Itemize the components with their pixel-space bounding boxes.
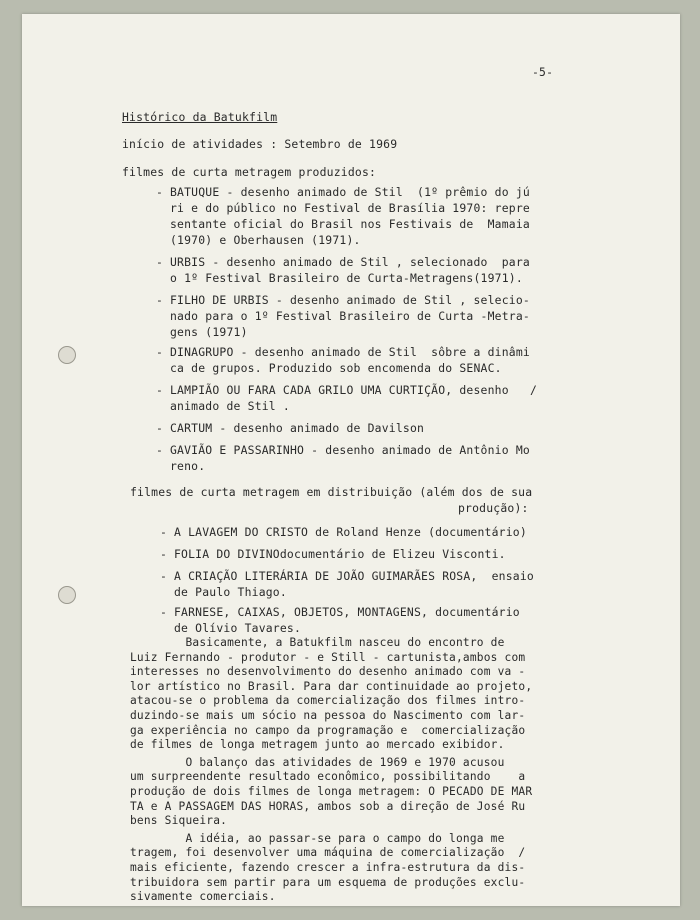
film-lampiao-line: animado de Stil .	[170, 399, 290, 413]
paragraph-line: A idéia, ao passar-se para o campo do longa me	[130, 831, 505, 845]
film-urbis-line: o 1º Festival Brasileiro de Curta-Metragens(1971).	[170, 271, 523, 285]
film-filho-de-urbis-line: gens (1971)	[170, 325, 248, 339]
paragraph-line: lor artístico no Brasil. Para dar continuidade ao projeto,	[130, 679, 533, 693]
film-lampiao-line: LAMPIÃO OU FARA CADA GRILO UMA CURTIÇÃO, desenho /	[170, 383, 538, 397]
bullet-dash: -	[160, 605, 167, 619]
document-page	[22, 14, 680, 906]
paragraph-line: Luiz Fernando - produtor - e Still - cartunista,ambos com	[130, 650, 526, 664]
paragraph-line: O balanço das atividades de 1969 e 1970 acusou	[130, 755, 505, 769]
paragraph-line: sivamente comerciais.	[130, 890, 276, 904]
bullet-dash: -	[156, 421, 163, 435]
distribution-heading-cont: produção):	[458, 501, 529, 515]
dist-criacao-line: de Paulo Thiago.	[174, 585, 287, 599]
paragraph-line: produção de dois filmes de longa metragem: O PECADO DE MAR	[130, 785, 533, 798]
paragraph-line: atacou-se o problema da comercialização dos filmes intro-	[130, 694, 526, 708]
film-filho-de-urbis-line: nado para o 1º Festival Brasileiro de Curta -Metra-	[170, 309, 530, 323]
dist-farnese-line: de Olívio Tavares.	[174, 621, 302, 635]
paragraph-line: um surpreendente resultado econômico, possibilitando a	[130, 770, 526, 784]
film-dinagrupo-line: DINAGRUPO - desenho animado de Stil sôbre a dinâmi	[170, 345, 530, 359]
dist-farnese-line: FARNESE, CAIXAS, OBJETOS, MONTAGENS, documentário	[174, 605, 520, 619]
bullet-dash: -	[160, 525, 167, 539]
paragraph-line: tribuidora sem partir para um esquema de produções exclu-	[130, 875, 526, 889]
bullet-dash: -	[156, 185, 163, 199]
punch-hole	[58, 346, 76, 364]
page-number: -5-	[532, 65, 554, 79]
film-batuque-line: sentante oficial do Brasil nos Festivais de Mamaia	[170, 217, 530, 231]
paragraph-line: mais eficiente, fazendo crescer a infra-estrutura da dis-	[130, 861, 526, 874]
film-filho-de-urbis-line: FILHO DE URBIS - desenho animado de Stil , selecio-	[170, 293, 530, 307]
bullet-dash: -	[160, 547, 167, 561]
bullet-dash: -	[160, 569, 167, 583]
produced-heading: filmes de curta metragem produzidos:	[122, 165, 377, 179]
film-cartum-line: CARTUM - desenho animado de Davilson	[170, 421, 425, 435]
paragraph-line: ga experiência no campo da programação e comercialização	[130, 723, 526, 737]
bullet-dash: -	[156, 383, 163, 397]
bullet-dash: -	[156, 255, 163, 269]
paragraph-line: TA e A PASSAGEM DAS HORAS, ambos sob a direção de José Ru	[130, 799, 526, 813]
page-title: Histórico da Batukfilm	[122, 110, 278, 124]
paragraph-line: duzindo-se mais um sócio na pessoa do Nascimento com lar-	[130, 709, 526, 722]
paragraph-line: de filmes de longa metragem junto ao mercado exibidor.	[130, 738, 505, 752]
distribution-heading: filmes de curta metragem em distribuição (além dos de sua	[130, 485, 533, 499]
bullet-dash: -	[156, 443, 163, 457]
paragraph-line: interesses no desenvolvimento do desenho animado com va -	[130, 665, 526, 679]
bullet-dash: -	[156, 345, 163, 359]
dist-folia-line: FOLIA DO DIVINOdocumentário de Elizeu Visconti.	[174, 547, 506, 561]
start-date-line: início de atividades : Setembro de 1969	[122, 137, 398, 151]
film-dinagrupo-line: ca de grupos. Produzido sob encomenda do SENAC.	[170, 361, 502, 375]
film-batuque-line: (1970) e Oberhausen (1971).	[170, 233, 361, 247]
film-gaviao-line: GAVIÃO E PASSARINHO - desenho animado de Antônio Mo	[170, 443, 530, 457]
film-batuque-line: BATUQUE - desenho animado de Stil (1º prêmio do jú	[170, 185, 530, 199]
dist-lavagem-line: A LAVAGEM DO CRISTO de Roland Henze (documentário)	[174, 525, 527, 539]
film-batuque-line: ri e do público no Festival de Brasília 1970: repre	[170, 201, 530, 215]
film-gaviao-line: reno.	[170, 459, 206, 473]
paragraph-line: Basicamente, a Batukfilm nasceu do encontro de	[130, 636, 505, 649]
paragraph-line: tragem, foi desenvolver uma máquina de comercialização /	[130, 846, 526, 860]
paragraph-line: bens Siqueira.	[130, 814, 228, 828]
punch-hole	[58, 586, 76, 604]
dist-criacao-line: A CRIAÇÃO LITERÁRIA DE JOÃO GUIMARÃES ROSA, ensaio	[174, 569, 534, 583]
film-urbis-line: URBIS - desenho animado de Stil , selecionado para	[170, 255, 530, 269]
bullet-dash: -	[156, 293, 163, 307]
